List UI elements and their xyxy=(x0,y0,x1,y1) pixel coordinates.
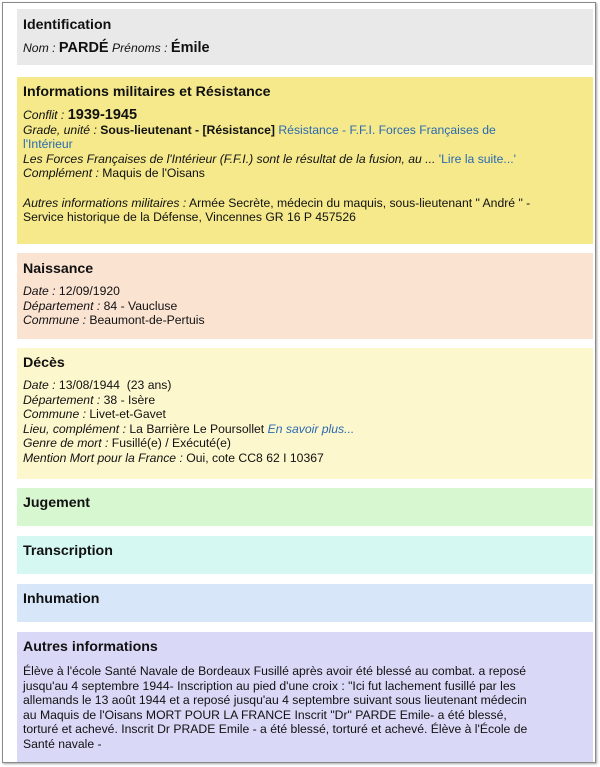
record-frame xyxy=(2,2,596,763)
deces-departement-label: Département : xyxy=(23,392,101,407)
section-autres-informations xyxy=(17,632,593,763)
section-inhumation xyxy=(17,584,593,622)
autres-line: Élève à l'école Santé Navale de Bordeaux Fusillé après avoir été blessé au combat. a reposé xyxy=(23,664,526,678)
naissance-departement-value: 84 - Vaucluse xyxy=(103,298,178,313)
resistance-ffi-link-continued[interactable]: l'Intérieur xyxy=(23,137,73,152)
autres-line: au Maquis de l'Oisans MORT POUR LA FRANCE Inscrit "Dr" PARDE Emile- a été blessé, xyxy=(23,707,507,722)
section-naissance xyxy=(17,253,593,339)
deces-departement-value: 38 - Isère xyxy=(103,392,156,407)
deces-commune-label: Commune : xyxy=(23,407,86,422)
section-title-autres: Autres informations xyxy=(23,639,158,655)
section-deces xyxy=(17,348,593,479)
autres-militaires-label: Autres informations militaires : xyxy=(23,195,187,210)
prenoms-value: Émile xyxy=(170,40,210,56)
complement-label: Complément : xyxy=(23,166,99,181)
autres-line: jusqu'au 4 septembre 1944- Inscription au pied d'une croix : "Ici fut lachement fusillé par les xyxy=(23,678,516,693)
lire-la-suite-link[interactable]: 'Lire la suite...' xyxy=(438,151,516,166)
autres-informations-text xyxy=(23,664,587,752)
section-title-naissance: Naissance xyxy=(23,261,94,277)
autres-line: torturé et achevé. Inscrit Dr PRADE Emile - a été blessé, torturé et achevé. Élève à l'École de xyxy=(23,722,528,737)
en-savoir-plus-link[interactable]: En savoir plus... xyxy=(267,421,355,436)
autres-line: Santé navale - xyxy=(23,736,102,751)
naissance-date-value: 12/09/1920 xyxy=(58,284,120,298)
deces-commune-value: Livet-et-Gavet xyxy=(89,407,166,422)
genre-de-mort-value: Fusillé(e) / Exécuté(e) xyxy=(111,436,231,451)
autres-militaires-value-1: Armée Secrète, médecin du maquis, sous-lieutenant " André " - xyxy=(188,195,531,210)
conflit-label: Conflit : xyxy=(23,108,65,122)
mention-mpf-label: Mention Mort pour la France : xyxy=(23,450,183,465)
section-militaire xyxy=(17,77,593,244)
section-title-identification: Identification xyxy=(23,17,112,33)
mention-mpf-value: Oui, cote CC8 62 I 10367 xyxy=(186,450,324,465)
section-transcription xyxy=(17,536,593,574)
section-title-jugement: Jugement xyxy=(23,495,91,511)
nom-value: PARDÉ xyxy=(58,40,109,56)
section-identification xyxy=(17,9,593,65)
genre-de-mort-label: Genre de mort : xyxy=(23,436,109,451)
naissance-date-label: Date : xyxy=(23,284,56,298)
section-title-deces: Décès xyxy=(23,355,65,371)
section-title-militaire: Informations militaires et Résistance xyxy=(23,84,271,100)
autres-line: allemands le 13 août 1944 et a reposé jusqu'au 4 septembre suivant sous lieutenant médecin xyxy=(23,693,527,708)
nom-label: Nom : xyxy=(23,41,56,55)
grade-value: Sous-lieutenant - [Résistance] xyxy=(100,122,275,137)
complement-value: Maquis de l'Oisans xyxy=(102,166,205,181)
autres-militaires-value-2: Service historique de la Défense, Vincennes GR 16 P 457526 xyxy=(23,210,356,225)
naissance-commune-value: Beaumont-de-Pertuis xyxy=(89,313,205,328)
section-jugement xyxy=(17,488,593,526)
naissance-commune-label: Commune : xyxy=(23,313,86,328)
section-title-transcription: Transcription xyxy=(23,543,113,559)
section-title-inhumation: Inhumation xyxy=(23,591,100,607)
prenoms-label: Prénoms : xyxy=(111,41,168,55)
grade-label: Grade, unité : xyxy=(23,122,97,137)
conflit-value: 1939-1945 xyxy=(67,107,138,123)
deces-lieu-label: Lieu, complément : xyxy=(23,421,126,436)
naissance-departement-label: Département : xyxy=(23,298,101,313)
deces-date-label: Date : xyxy=(23,378,56,392)
deces-lieu-value: La Barrière Le Poursollet xyxy=(129,421,265,436)
deces-date-value: 13/08/1944 (23 ans) xyxy=(58,378,172,392)
ffi-description: Les Forces Françaises de l'Intérieur (F.F.I.) sont le résultat de la fusion, au ... xyxy=(23,151,436,166)
resistance-ffi-link[interactable]: Résistance - F.F.I. Forces Françaises de xyxy=(278,122,496,137)
